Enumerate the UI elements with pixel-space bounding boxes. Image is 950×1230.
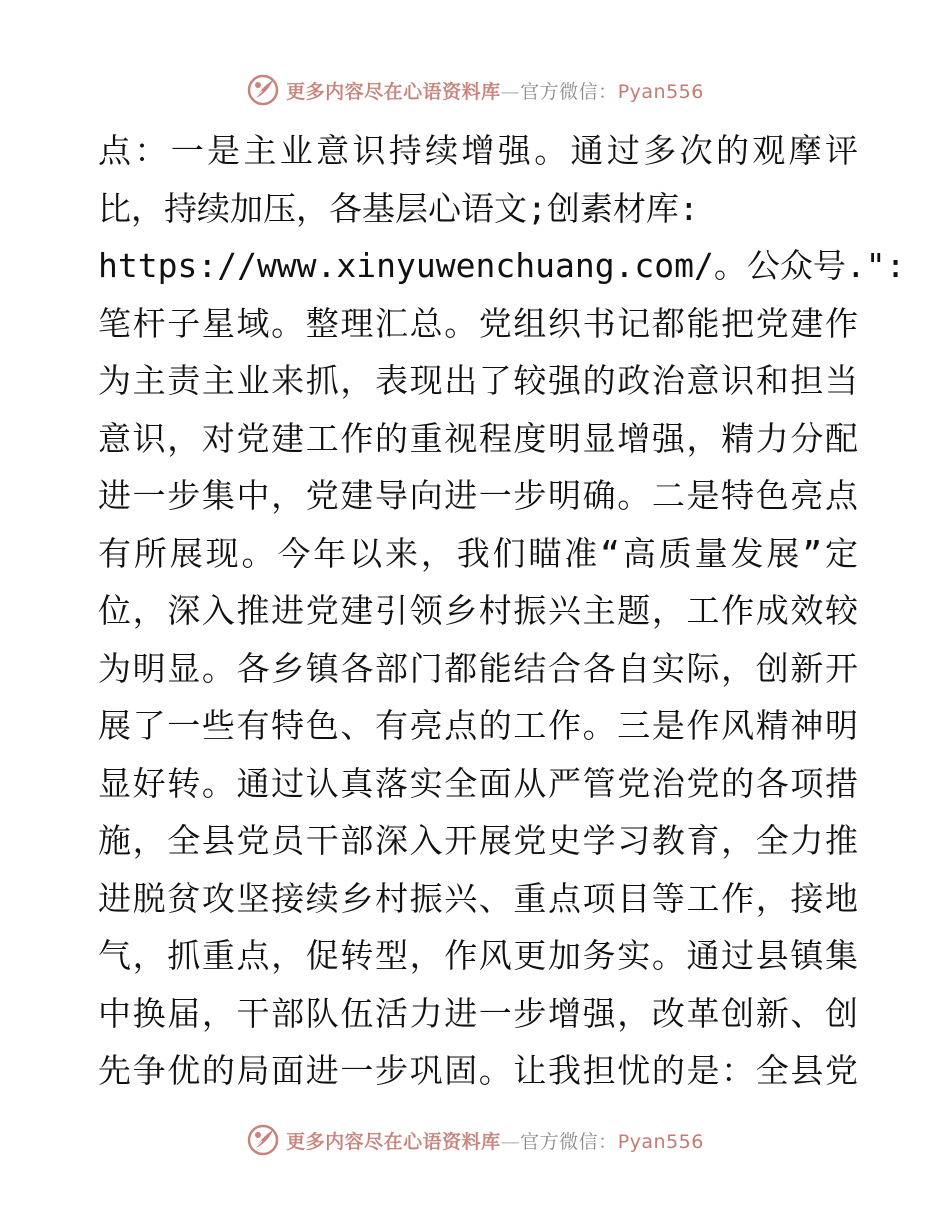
- body-line: 展了一些有特色、有亮点的工作。三是作风精神明: [98, 706, 858, 745]
- body-line: 比，持续加压，各基层心语文;创素材库:: [98, 188, 699, 228]
- header-banner-separator: —: [500, 80, 521, 103]
- footer-banner: [0, 1120, 950, 1160]
- header-banner-title: 更多内容尽在心语资料库: [286, 80, 501, 103]
- header-banner-content: [246, 73, 704, 107]
- body-line: 笔杆子星域。整理汇总。党组织书记都能把党建作: [98, 303, 858, 343]
- footer-banner-account: Pyan556: [617, 1130, 704, 1153]
- body-line: 施，全县党员干部深入开展党史学习教育，全力推: [98, 821, 858, 860]
- body-line: 气，抓重点，促转型，作风更加务实。通过县镇集: [98, 936, 858, 975]
- footer-banner-title: 更多内容尽在心语资料库: [286, 1130, 501, 1153]
- body-line: 显好转。通过认真落实全面从严管党治党的各项措: [98, 763, 858, 803]
- body-line: 意识，对党建工作的重视程度明显增强，精力分配: [98, 418, 858, 458]
- feather-pen-logo-icon: [246, 1123, 280, 1157]
- header-banner-account: Pyan556: [617, 80, 704, 103]
- body-line: 先争优的局面进一步巩固。让我担忧的是：全县党: [98, 1051, 858, 1090]
- header-banner-text: [286, 77, 704, 104]
- body-line: 为主责主业来抓，表现出了较强的政治意识和担当: [98, 361, 858, 400]
- header-banner-label: 官方微信：: [520, 80, 618, 103]
- body-line: 进一步集中，党建导向进一步明确。二是特色亮点: [98, 476, 858, 515]
- footer-banner-text: [286, 1127, 704, 1154]
- body-line: 有所展现。今年以来，我们瞄准“高质量发展”定: [98, 533, 858, 573]
- footer-banner-separator: —: [500, 1130, 521, 1153]
- body-line: 为明显。各乡镇各部门都能结合各自实际，创新开: [98, 648, 858, 688]
- body-line: 位，深入推进党建引领乡村振兴主题，工作成效较: [98, 591, 858, 630]
- body-line: 点：一是主业意识持续增强。通过多次的观摩评: [98, 131, 858, 170]
- body-line: 中换届，干部队伍活力进一步增强，改革创新、创: [98, 993, 858, 1033]
- header-banner: [0, 70, 950, 110]
- feather-pen-logo-icon: [246, 73, 280, 107]
- body-line: https://www.xinyuwenchuang.com/。公众号.":: [98, 246, 906, 285]
- body-text: [98, 122, 906, 1100]
- footer-banner-content: [246, 1123, 704, 1157]
- footer-banner-label: 官方微信：: [520, 1130, 618, 1153]
- body-line: 进脱贫攻坚接续乡村振兴、重点项目等工作，接地: [98, 878, 858, 918]
